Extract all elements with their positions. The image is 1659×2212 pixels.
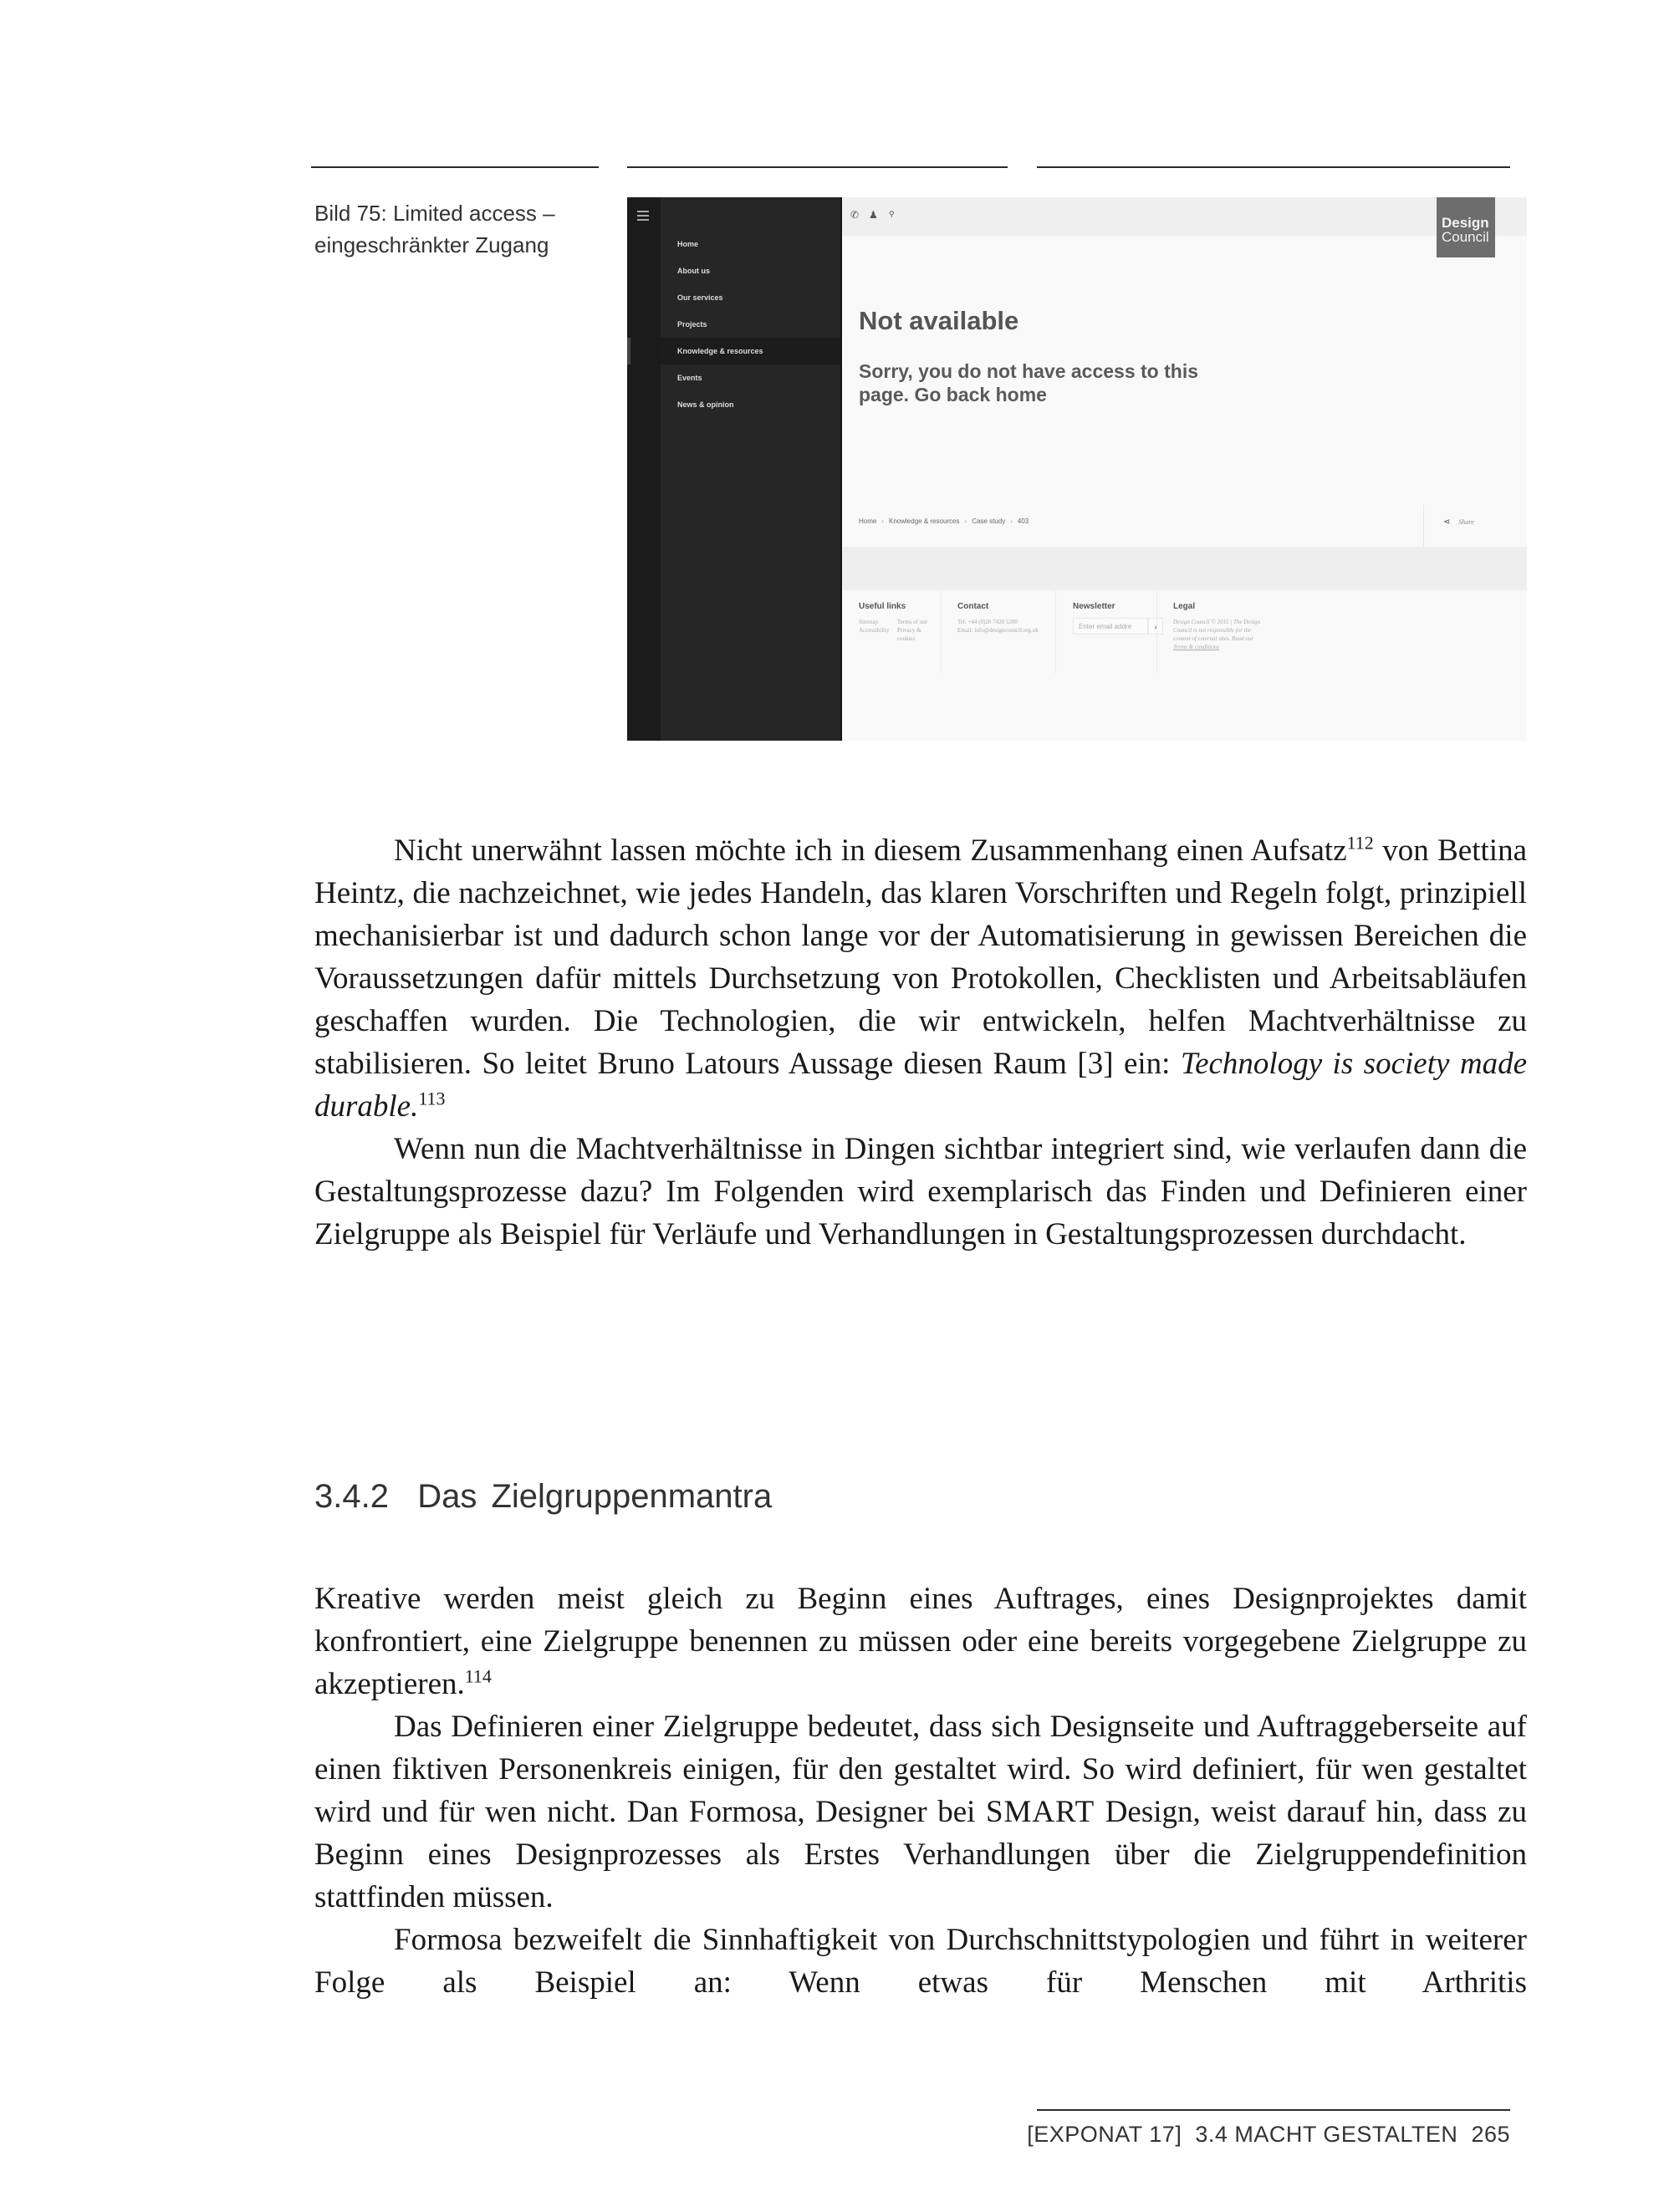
page-number: 265 <box>1471 2122 1510 2147</box>
link-accessibility[interactable]: Accessibility <box>859 627 890 634</box>
chapter-label: 3.4 MACHT GESTALTEN <box>1195 2122 1458 2147</box>
nav-item-projects[interactable]: Projects <box>677 320 707 329</box>
breadcrumb-case-study[interactable]: Case study <box>972 517 1006 525</box>
footer-divider <box>941 590 942 674</box>
error-heading: Not available <box>859 306 1019 335</box>
paragraph-2: Wenn nun die Machtverhältnisse in Dingen sichtbar integriert sind, wie verlaufen dann die Gestaltungsprozesse dazu? Im Folgenden wird exemplarisch das Finden und Definieren einer Zielgruppe als Beispiel für Verläufe und Verhandlungen in Gestaltungsprozessen durchdacht. <box>314 1132 1527 1251</box>
top-rule-middle <box>627 166 1008 168</box>
footer-useful-links <box>859 602 942 651</box>
figure-caption <box>314 197 599 261</box>
running-footer <box>1027 2122 1510 2148</box>
phone-icon[interactable]: ✆ <box>850 209 860 221</box>
hamburger-menu-icon[interactable] <box>637 211 649 221</box>
nav-item-knowledge-resources[interactable]: Knowledge & resources <box>661 338 840 364</box>
breadcrumb-current: 403 <box>1017 517 1029 525</box>
error-message: Sorry, you do not have access to this page. Go back home <box>859 360 1199 405</box>
footer-legal <box>1173 602 1265 651</box>
share-button[interactable] <box>1443 517 1474 527</box>
latour-quote: Technology is society made durable. <box>314 1047 1527 1124</box>
nav-list <box>661 231 840 418</box>
sidebar-rail <box>627 197 661 741</box>
contact-email[interactable]: Email: info@designcouncil.org.uk <box>957 627 1039 634</box>
sidebar-nav <box>661 197 842 741</box>
newsletter-submit-button[interactable] <box>1148 618 1163 635</box>
footer-newsletter <box>1073 602 1173 631</box>
breadcrumb <box>859 517 1029 525</box>
newsletter-email-input[interactable]: Enter email addre <box>1073 618 1148 635</box>
top-rule-right <box>1037 166 1510 168</box>
exhibit-label: [EXPONAT 17] <box>1027 2122 1182 2147</box>
nav-item-about-us[interactable]: About us <box>677 267 710 275</box>
footer-contact <box>957 602 1049 635</box>
share-divider <box>1423 505 1424 547</box>
footer-divider <box>1156 590 1157 674</box>
link-privacy-cookies[interactable]: Privacy & cookies <box>897 627 921 642</box>
footnote-ref-112[interactable]: 112 <box>1346 832 1374 854</box>
smart-design-smallcaps: SMART <box>985 1795 1095 1829</box>
logo-line-2: Council <box>1442 229 1489 245</box>
caption-line-2: eingeschränkter Zugang <box>314 232 549 257</box>
caption-line-1: Bild 75: Limited access – <box>314 201 555 226</box>
body-text-section-2 <box>314 1577 1527 2004</box>
share-icon: ⋖ <box>1443 517 1451 527</box>
nav-item-our-services[interactable]: Our services <box>677 293 723 302</box>
link-terms-of-use[interactable]: Terms of use <box>897 619 928 625</box>
body-text-section-1 <box>314 829 1527 1256</box>
breadcrumb-separator: › <box>964 517 967 525</box>
top-rule-left <box>311 166 599 168</box>
nav-item-news-opinion[interactable]: News & opinion <box>677 400 734 409</box>
top-utility-bar <box>842 197 1527 236</box>
section-title: Das Zielgruppenmantra <box>417 1478 773 1515</box>
contact-tel[interactable]: Tel: +44 (0)20 7420 5200 <box>957 619 1018 625</box>
breadcrumb-separator: › <box>881 517 885 525</box>
footer-divider <box>1055 590 1056 674</box>
link-sitemap[interactable]: Sitemap <box>859 619 878 625</box>
paragraph-1: Nicht unerwähnt lassen möchte ich in diesem Zusammenhang einen Aufsatz$^{112}$ von Bettina Heintz, die nachzeichnet, wie jedes Handeln, das klaren Vorschriften und Regeln folgt, prinzipiell mechanisierbar ist und dadurch schon lange vor der Automatisierung in gewissen Bereichen die Voraussetzungen dafür mittels Durchsetzung von Protokollen, Checklisten und Arbeitsabläufen geschaffen wurden. Die Technologien, die wir entwickeln, helfen Machtverhältnisse zu stabilisieren. So leitet Bruno Latours Aussage diesen Raum [3] ein: Technology is society made durable.$^{113}$ <box>314 832 1527 1124</box>
useful-links-title: Useful links <box>859 602 906 611</box>
breadcrumb-knowledge[interactable]: Knowledge & resources <box>889 517 960 525</box>
section-number: 3.4.2 <box>314 1478 389 1515</box>
section-heading <box>314 1478 772 1516</box>
design-council-logo[interactable] <box>1437 197 1495 257</box>
user-icon[interactable]: ♟ <box>869 209 878 221</box>
contact-title: Contact <box>957 602 989 611</box>
chevron-right-icon: › <box>1154 623 1157 631</box>
nav-item-home[interactable]: Home <box>677 240 699 248</box>
paragraph-4: Das Definieren einer Zielgruppe bedeutet, dass sich Designseite und Auftraggeberseite auf einen fiktiven Personenkreis einigen, für den gestaltet wird. So wird definiert, für wen gestaltet wird und für wen nicht. Dan Formosa, Designer bei SMART Design, weist darauf hin, dass zu Beginn eines Designprozesses als Erstes Verhandlungen über die Zielgruppendefinition stattfinden müssen. <box>314 1710 1527 1914</box>
footnote-ref-114[interactable]: 114 <box>464 1665 492 1687</box>
breadcrumb-separator: › <box>1010 517 1013 525</box>
share-label: Share <box>1458 518 1474 526</box>
search-icon[interactable]: ⚲ <box>889 211 895 219</box>
logo-line-1: Design <box>1442 215 1489 231</box>
paragraph-5: Formosa bezweifelt die Sinnhaftigkeit von Durchschnittstypologien und führt in weiterer Folge als Beispiel an: Wenn etwas für Menschen mit Arthritis <box>314 1923 1527 2000</box>
legal-title: Legal <box>1173 602 1196 611</box>
legal-terms-link[interactable]: Terms & conditions <box>1173 644 1219 650</box>
figure-screenshot <box>627 197 1527 741</box>
breadcrumb-home[interactable]: Home <box>859 517 877 525</box>
nav-item-events[interactable]: Events <box>677 374 702 382</box>
paragraph-3: Kreative werden meist gleich zu Beginn eines Auftrages, eines Designprojektes damit konfrontiert, eine Zielgruppe benennen zu müssen oder eine bereits vorgegebene Zielgruppe zu akzeptieren.$^{114}$ <box>314 1582 1527 1701</box>
grey-band <box>842 547 1527 590</box>
site-footer <box>842 590 1527 741</box>
legal-text: Design Council © 2015 | The Design Council is not responsible for the content of external sites. Read our <box>1173 619 1261 642</box>
newsletter-title: Newsletter <box>1073 602 1115 611</box>
footnote-ref-113[interactable]: 113 <box>418 1088 446 1109</box>
footer-rule <box>1037 2109 1510 2111</box>
